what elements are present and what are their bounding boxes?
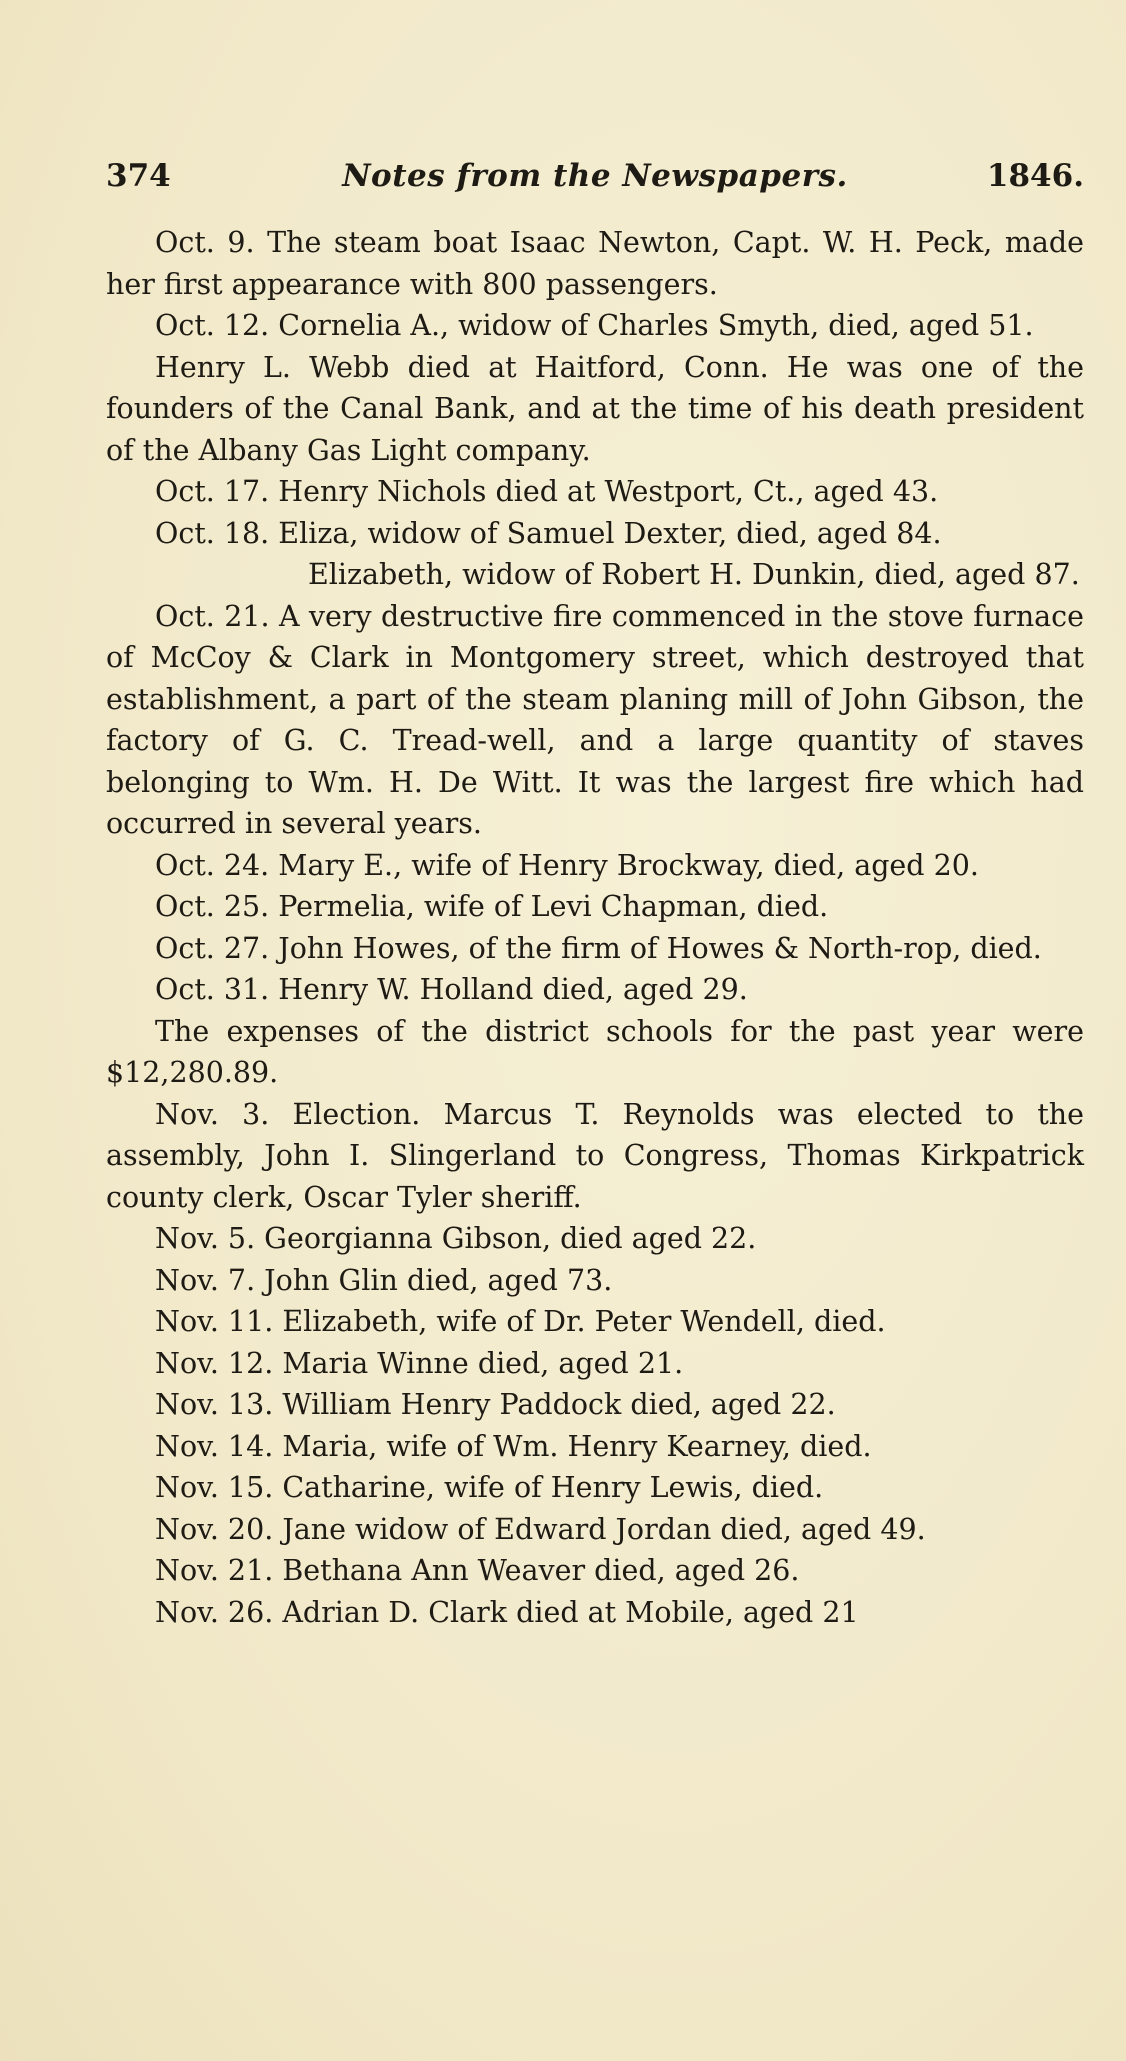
page-number: 374 <box>106 158 171 194</box>
entry-nov-11: Nov. 11. Elizabeth, wife of Dr. Peter Wendell, died. <box>155 1305 886 1338</box>
entry-henry-webb: Henry L. Webb died at Haitford, Conn. He was one of the founders of the Canal Bank, and at the time of his death president of the Albany Gas Light company. <box>106 350 1084 467</box>
running-header <box>106 158 1084 200</box>
entry-nov-14: Nov. 14. Maria, wife of Wm. Henry Kearney, died. <box>155 1429 872 1463</box>
entry-nov-21: Nov. 21. Bethana Ann Weaver died, aged 26. <box>155 1554 800 1587</box>
entry-oct-27: Oct. 27. John Howes, of the firm of Howes & North-rop, died. <box>155 931 1042 965</box>
running-year: 1846. <box>986 158 1084 194</box>
entry-nov-13: Nov. 13. William Henry Paddock died, aged 22. <box>155 1388 836 1421</box>
entry-nov-12: Nov. 12. Maria Winne died, aged 21. <box>155 1346 684 1380</box>
entry-nov-3: Nov. 3. Election. Marcus T. Reynolds was elected to the assembly, John I. Slingerland to Congress, Thomas Kirkpatrick county clerk, Oscar Tyler sheriff. <box>106 1097 1084 1214</box>
running-title: Notes from the Newspapers. <box>342 158 848 194</box>
entry-oct-18: Oct. 18. Eliza, widow of Samuel Dexter, died, aged 84. <box>155 516 942 550</box>
entry-school-expenses: The expenses of the district schools for the past year were $12,280.89. <box>106 1014 1084 1089</box>
entry-nov-26: Nov. 26. Adrian D. Clark died at Mobile, aged 21 <box>155 1595 859 1629</box>
entry-oct-17: Oct. 17. Henry Nichols died at Westport, Ct., aged 43. <box>155 475 939 508</box>
entry-oct-18-continued: Elizabeth, widow of Robert H. Dunkin, died, aged 87. <box>308 558 1080 591</box>
entry-nov-20: Nov. 20. Jane widow of Edward Jordan died, aged 49. <box>155 1512 926 1546</box>
entry-nov-7: Nov. 7. John Glin died, aged 73. <box>155 1263 613 1297</box>
entry-oct-24: Oct. 24. Mary E., wife of Henry Brockway, died, aged 20. <box>155 848 979 882</box>
entry-nov-5: Nov. 5. Georgianna Gibson, died aged 22. <box>155 1222 757 1255</box>
page-body <box>106 222 1084 1633</box>
entry-oct-31: Oct. 31. Henry W. Holland died, aged 29. <box>155 973 748 1006</box>
entry-oct-25: Oct. 25. Permelia, wife of Levi Chapman, died. <box>155 890 829 923</box>
entry-oct-9: Oct. 9. The steam boat Isaac Newton, Capt. W. H. Peck, made her first appearance with 800 passengers. <box>106 226 1084 301</box>
entry-oct-12: Oct. 12. Cornelia A., widow of Charles Smyth, died, aged 51. <box>155 309 1034 342</box>
entry-nov-15: Nov. 15. Catharine, wife of Henry Lewis, died. <box>155 1471 824 1504</box>
entry-oct-21: Oct. 21. A very destructive fire commenced in the stove furnace of McCoy & Clark in Montgomery street, which destroyed that establishment, a part of the steam planing mill of John Gibson, the factory of G. C. Tread-well, and a large quantity of staves belonging to Wm. H. De Witt. It was the largest fire which had occurred in several years. <box>106 599 1084 840</box>
